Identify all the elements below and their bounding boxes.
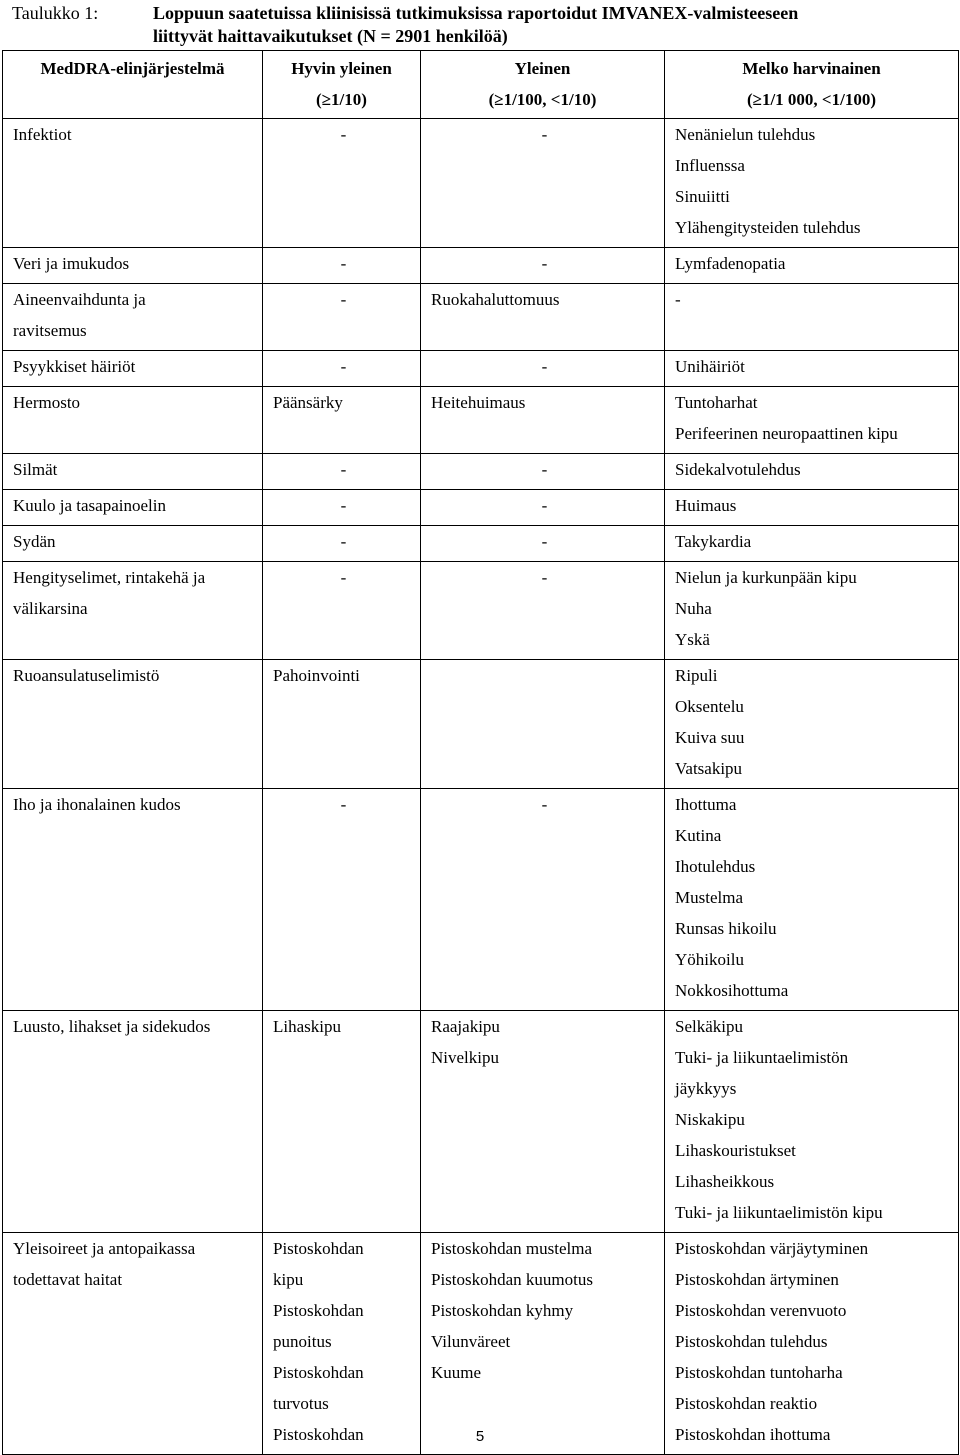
table-row [3,387,959,454]
table-row [3,562,959,660]
cell-common [421,660,665,789]
adverse-reactions-table [2,50,959,1455]
cell-line: - [541,568,548,587]
cell-line: Psyykkiset häiriöt [13,357,136,376]
cell-very-common [263,526,421,562]
cell-uncommon [665,454,959,490]
cell-line: Päänsärky [273,393,343,412]
cell-line: Sidekalvotulehdus [675,460,801,479]
cell-line: Pistoskohdan tulehdus [675,1332,828,1351]
cell-soc [3,526,263,562]
cell-line: Pistoskohdan kuumotus [431,1270,593,1289]
cell-very-common [263,284,421,351]
cell-line: Pistoskohdan [273,1363,364,1382]
table-header-row [3,51,959,119]
cell-uncommon [665,351,959,387]
cell-uncommon [665,248,959,284]
cell-line: Nuha [675,599,712,618]
table-row [3,454,959,490]
cell-line: Perifeerinen neuropaattinen kipu [675,424,898,443]
cell-line: Yskä [675,630,710,649]
cell-very-common [263,351,421,387]
cell-common [421,1011,665,1233]
cell-very-common [263,454,421,490]
cell-line: - [541,460,548,479]
cell-line: Ruokahaluttomuus [431,290,560,309]
cell-line: - [541,532,548,551]
cell-line: - [340,568,347,587]
cell-line: punoitus [273,1332,332,1351]
cell-line: Pistoskohdan verenvuoto [675,1301,847,1320]
cell-common [421,562,665,660]
header-uncommon [665,51,959,119]
header-common [421,51,665,119]
cell-very-common [263,1233,421,1455]
table-row [3,1233,959,1455]
cell-line: Pistoskohdan tuntoharha [675,1363,843,1382]
cell-soc [3,248,263,284]
cell-line: Kuulo ja tasapainoelin [13,496,166,515]
cell-line: Pistoskohdan värjäytyminen [675,1239,869,1258]
table-row [3,789,959,1011]
cell-line: Sinuiitti [675,187,730,206]
cell-line: Hermosto [13,393,81,412]
cell-line: Mustelma [675,888,743,907]
header-common-label: Yleinen [514,59,571,78]
cell-very-common [263,248,421,284]
cell-line: Nenänielun tulehdus [675,125,816,144]
cell-common [421,248,665,284]
cell-line: Influenssa [675,156,745,175]
page-number: 5 [475,1428,485,1445]
cell-common [421,119,665,248]
cell-line: Lihaskipu [273,1017,341,1036]
cell-uncommon [665,490,959,526]
cell-soc [3,490,263,526]
cell-line: Vatsakipu [675,759,743,778]
cell-soc [3,1011,263,1233]
cell-line: Pistoskohdan [273,1301,364,1320]
cell-line: - [340,460,347,479]
cell-line: turvotus [273,1394,329,1413]
cell-line: Oksentelu [675,697,744,716]
cell-line: Luusto, lihakset ja sidekudos [13,1017,211,1036]
cell-line: kipu [273,1270,304,1289]
cell-line: Kuume [431,1363,482,1382]
table-row [3,526,959,562]
table-row [3,119,959,248]
cell-line: jäykkyys [675,1079,737,1098]
cell-line: Tuki- ja liikuntaelimistön [675,1048,849,1067]
cell-line: - [541,357,548,376]
cell-uncommon [665,284,959,351]
cell-line: Vilunväreet [431,1332,511,1351]
header-soc [3,51,263,119]
cell-line: - [340,290,347,309]
cell-line: Pistoskohdan mustelma [431,1239,593,1258]
cell-soc [3,119,263,248]
cell-very-common [263,490,421,526]
cell-line: Lymfadenopatia [675,254,786,273]
cell-line: Kutina [675,826,722,845]
cell-line: Sydän [13,532,56,551]
cell-soc [3,562,263,660]
cell-line: Selkäkipu [675,1017,743,1036]
cell-line: ravitsemus [13,321,87,340]
cell-line: Tuntoharhat [675,393,758,412]
cell-line: Kuiva suu [675,728,745,747]
cell-line: Nivelkipu [431,1048,499,1067]
cell-common [421,454,665,490]
cell-line: - [541,254,548,273]
cell-line: Lihasheikkous [675,1172,775,1191]
cell-line: - [340,125,347,144]
cell-line: - [541,125,548,144]
cell-line: Pahoinvointi [273,666,360,685]
cell-common [421,1233,665,1455]
cell-uncommon [665,1011,959,1233]
cell-line: Raajakipu [431,1017,500,1036]
table-row [3,660,959,789]
caption-title [153,2,953,48]
cell-soc [3,351,263,387]
cell-line: Unihäiriöt [675,357,745,376]
cell-line: Infektiot [13,125,72,144]
table-row [3,351,959,387]
header-common-range: (≥1/100, <1/10) [488,90,597,109]
cell-line: Nielun ja kurkunpään kipu [675,568,857,587]
header-very-common [263,51,421,119]
header-soc-label: MedDRA-elinjärjestelmä [40,59,225,78]
cell-line: - [340,496,347,515]
cell-line: välikarsina [13,599,88,618]
cell-line: - [541,496,548,515]
cell-uncommon [665,1233,959,1455]
cell-line: Ihotulehdus [675,857,756,876]
header-uncommon-label: Melko harvinainen [742,59,881,78]
cell-very-common [263,660,421,789]
cell-line: Pistoskohdan reaktio [675,1394,818,1413]
cell-line: Runsas hikoilu [675,919,777,938]
table-row [3,1011,959,1233]
cell-soc [3,789,263,1011]
table-row [3,248,959,284]
cell-line: Niskakipu [675,1110,745,1129]
cell-line: Heitehuimaus [431,393,526,412]
cell-line: - [340,254,347,273]
caption-label: Taulukko 1: [12,3,99,23]
cell-line: todettavat haitat [13,1270,123,1289]
cell-line: Pistoskohdan ihottuma [675,1425,831,1444]
cell-line: - [340,532,347,551]
cell-common [421,526,665,562]
cell-line: - [340,357,347,376]
cell-line: Ripuli [675,666,718,685]
cell-line: Iho ja ihonalainen kudos [13,795,181,814]
cell-very-common [263,387,421,454]
cell-line: Nokkosihottuma [675,981,789,1000]
cell-soc [3,1233,263,1455]
cell-very-common [263,789,421,1011]
cell-line: Veri ja imukudos [13,254,130,273]
cell-line: Yöhikoilu [675,950,744,969]
table-row [3,284,959,351]
table-body [3,119,959,1455]
header-uncommon-range: (≥1/1 000, <1/100) [746,90,877,109]
cell-very-common [263,1011,421,1233]
cell-common [421,789,665,1011]
cell-line: - [541,795,548,814]
cell-line: Ruoansulatuselimistö [13,666,160,685]
cell-soc [3,660,263,789]
cell-line: Hengityselimet, rintakehä ja [13,568,206,587]
cell-line: Pistoskohdan [273,1239,364,1258]
cell-line: Ihottuma [675,795,737,814]
cell-soc [3,387,263,454]
cell-line: - [675,290,681,309]
cell-uncommon [665,660,959,789]
cell-common [421,351,665,387]
cell-very-common [263,562,421,660]
cell-uncommon [665,789,959,1011]
cell-line: Aineenvaihdunta ja [13,290,146,309]
cell-line: Yleisoireet ja antopaikassa [13,1239,196,1258]
cell-uncommon [665,119,959,248]
cell-line: Takykardia [675,532,752,551]
cell-line: Tuki- ja liikuntaelimistön kipu [675,1203,883,1222]
cell-very-common [263,119,421,248]
cell-line: Ylähengitysteiden tulehdus [675,218,861,237]
cell-line: Pistoskohdan [273,1425,364,1444]
cell-uncommon [665,562,959,660]
cell-uncommon [665,526,959,562]
cell-line: Silmät [13,460,58,479]
cell-soc [3,284,263,351]
cell-soc [3,454,263,490]
cell-line: - [340,795,347,814]
cell-line: Pistoskohdan kyhmy [431,1301,574,1320]
cell-line: Pistoskohdan ärtyminen [675,1270,839,1289]
cell-common [421,284,665,351]
cell-line: Lihaskouristukset [675,1141,796,1160]
cell-uncommon [665,387,959,454]
header-very-common-label: Hyvin yleinen [291,59,392,78]
caption-title-line: Loppuun saatetuissa kliinisissä tutkimuksissa raportoidut IMVANEX-valmisteeseen [153,3,799,23]
cell-common [421,387,665,454]
header-very-common-range: (≥1/10) [316,90,367,109]
cell-line: Huimaus [675,496,737,515]
caption-title-line: liittyvät haittavaikutukset (N = 2901 henkilöä) [153,26,508,46]
table-row [3,490,959,526]
cell-common [421,490,665,526]
